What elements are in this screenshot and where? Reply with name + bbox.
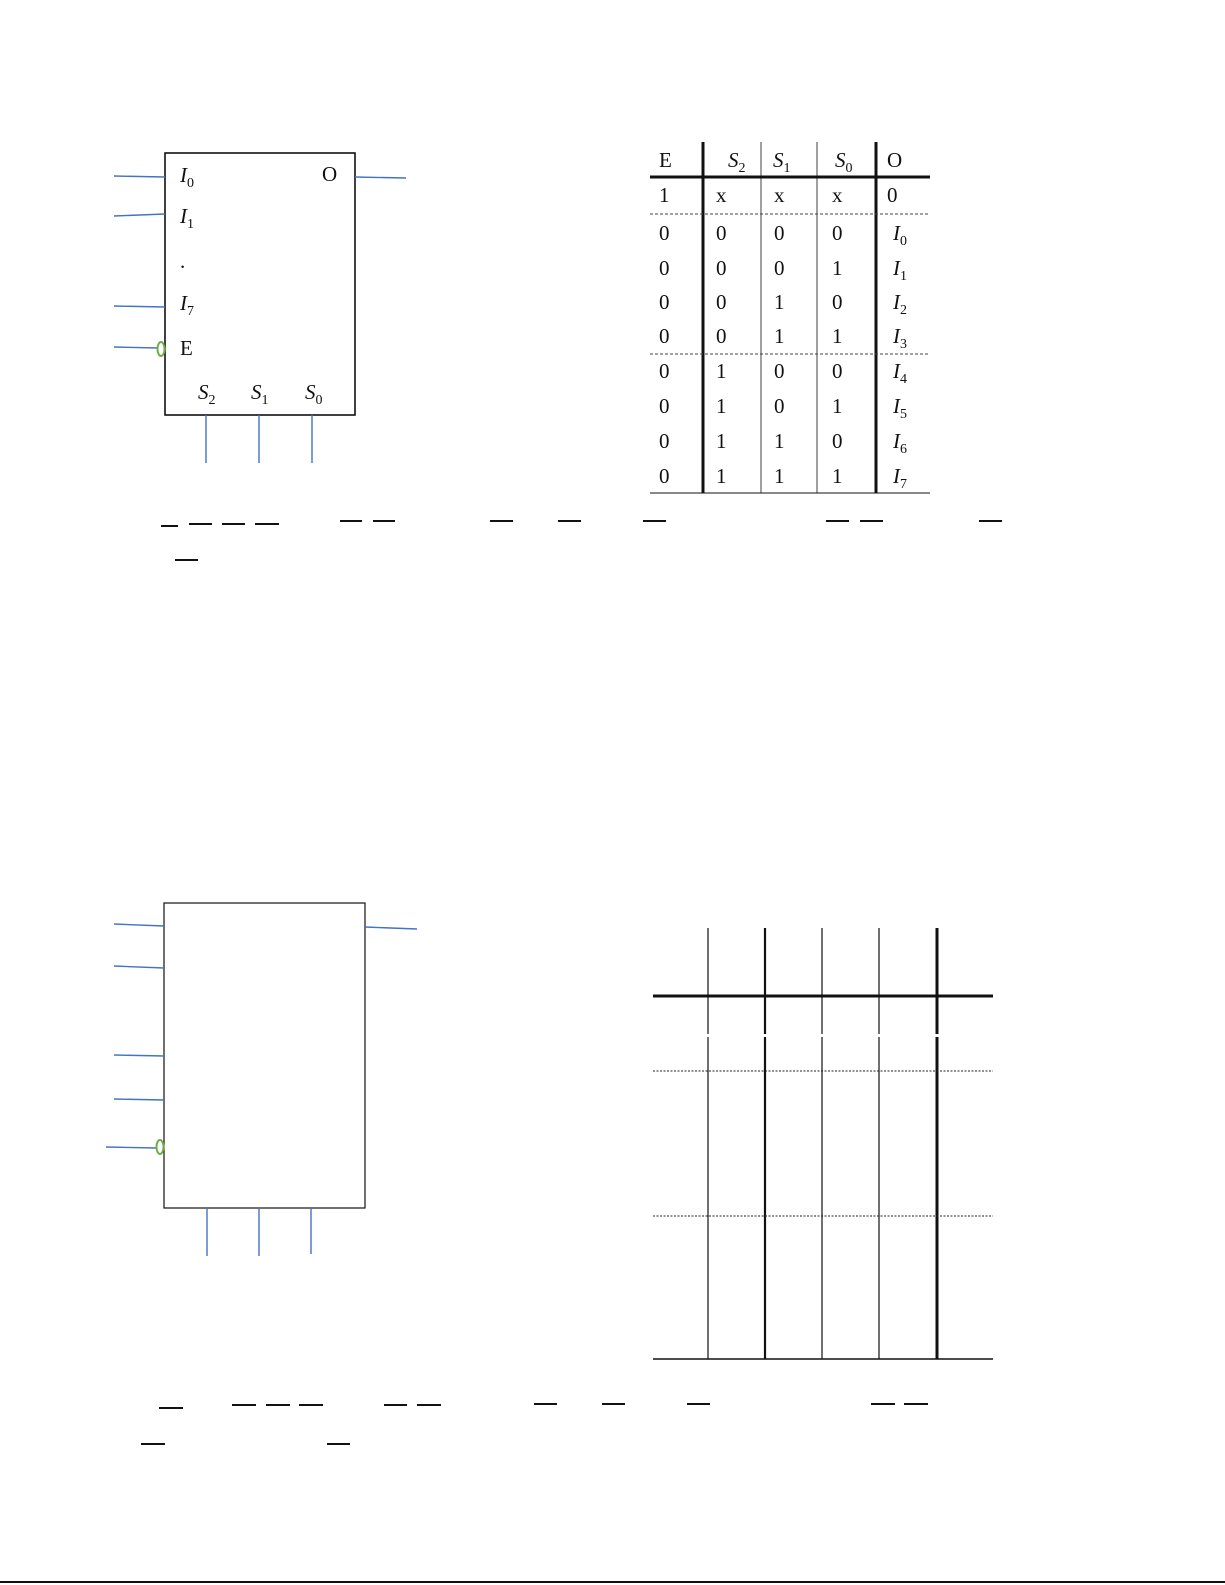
table-top-cell-s0: 0 <box>832 359 843 383</box>
table-top-cell-e: 0 <box>659 394 670 418</box>
mux-top-label-ellipsis: . <box>180 249 186 273</box>
mux-top-label-s2: $S_2$ <box>198 380 216 408</box>
table-top-cell-o: $I_5$ <box>893 394 907 422</box>
table-top-cell-s0: x <box>832 183 843 207</box>
table-top-cell-e: 0 <box>659 221 670 245</box>
table-top-cell-o: $I_3$ <box>893 324 907 352</box>
table-top-cell-s1: 0 <box>774 256 785 280</box>
mux-bottom-body <box>164 903 365 1208</box>
mux-block-top <box>114 153 406 463</box>
table-top-cell-s1: x <box>774 183 785 207</box>
mux-top-body <box>165 153 355 415</box>
table-bottom-gap <box>700 1034 950 1037</box>
table-top-cell-o: $I_1$ <box>893 256 907 284</box>
table-top-cell-s0: 1 <box>832 324 843 348</box>
table-top-cell-s0: 1 <box>832 394 843 418</box>
mux-bottom-wire-out <box>365 927 417 929</box>
table-top-cell-s2: x <box>716 183 727 207</box>
table-top-cell-s1: 1 <box>774 290 785 314</box>
mux-bottom-enable-bubble <box>157 1140 164 1154</box>
table-top-header-o: O <box>887 148 903 172</box>
table-top-cell-s0: 0 <box>832 429 843 453</box>
table-top-cell-e: 0 <box>659 256 670 280</box>
table-top-cell-s2: 1 <box>716 429 727 453</box>
table-top-cell-s0: 0 <box>832 290 843 314</box>
table-top-cell-s2: 0 <box>716 324 727 348</box>
table-top-cell-s2: 0 <box>716 290 727 314</box>
table-top-cell-s0: 0 <box>832 221 843 245</box>
mux-top-label-i0: $I_0$ <box>180 163 194 191</box>
overbar-fragments <box>141 521 1002 1444</box>
mux-top-wire-i0 <box>114 176 165 177</box>
mux-block-bottom <box>106 903 417 1256</box>
mux-top-label-s1: $S_1$ <box>251 380 269 408</box>
table-top-cell-o: $I_0$ <box>893 221 907 249</box>
mux-top-enable-bubble <box>158 342 165 356</box>
mux-top-wire-e <box>114 347 158 348</box>
mux-top-wire-i7 <box>114 306 165 307</box>
table-top-cell-o: $I_6$ <box>893 429 907 457</box>
table-top-cell-e: 0 <box>659 324 670 348</box>
table-top-header-s2: $S_2$ <box>728 148 746 176</box>
mux-top-label-i1: $I_1$ <box>180 204 194 232</box>
table-top-cell-o: 0 <box>887 183 898 207</box>
table-top-cell-s1: 0 <box>774 221 785 245</box>
table-top-cell-s0: 1 <box>832 464 843 488</box>
table-top-cell-s2: 1 <box>716 394 727 418</box>
table-top-cell-e: 0 <box>659 464 670 488</box>
mux-top-label-s0: $S_0$ <box>305 380 323 408</box>
mux-bottom-wire-1 <box>114 924 164 926</box>
table-top-cell-e: 0 <box>659 290 670 314</box>
table-top-cell-s2: 0 <box>716 256 727 280</box>
truth-table-top <box>650 142 930 493</box>
mux-top-label-e: E <box>180 336 193 360</box>
mux-top-wire-i1 <box>114 214 165 216</box>
table-top-header-s1: $S_1$ <box>773 148 791 176</box>
table-top-cell-s2: 0 <box>716 221 727 245</box>
mux-top-label-output: O <box>322 162 338 186</box>
table-top-cell-s2: 1 <box>716 464 727 488</box>
mux-bottom-wire-4 <box>114 1099 164 1100</box>
table-top-cell-o: $I_2$ <box>893 290 907 318</box>
table-top-cell-s1: 1 <box>774 429 785 453</box>
table-top-body <box>659 183 907 492</box>
table-top-cell-o: $I_7$ <box>893 464 907 492</box>
table-top-header-s0: $S_0$ <box>835 148 853 176</box>
table-top-cell-s1: 1 <box>774 464 785 488</box>
table-top-cell-e: 1 <box>659 183 670 207</box>
truth-table-bottom <box>653 928 993 1359</box>
table-top-cell-e: 0 <box>659 429 670 453</box>
mux-bottom-wire-3 <box>114 1055 164 1056</box>
table-top-cell-s0: 1 <box>832 256 843 280</box>
table-top-cell-s1: 1 <box>774 324 785 348</box>
mux-bottom-wire-2 <box>114 966 164 968</box>
mux-top-wire-out <box>355 177 406 178</box>
mux-bottom-wire-5 <box>106 1147 157 1148</box>
table-top-cell-s2: 1 <box>716 359 727 383</box>
table-top-cell-s1: 0 <box>774 394 785 418</box>
table-top-cell-e: 0 <box>659 359 670 383</box>
table-top-header-e: E <box>659 148 672 172</box>
mux-top-label-i7: $I_7$ <box>180 291 194 319</box>
table-top-cell-s1: 0 <box>774 359 785 383</box>
table-top-cell-o: $I_4$ <box>893 359 907 387</box>
